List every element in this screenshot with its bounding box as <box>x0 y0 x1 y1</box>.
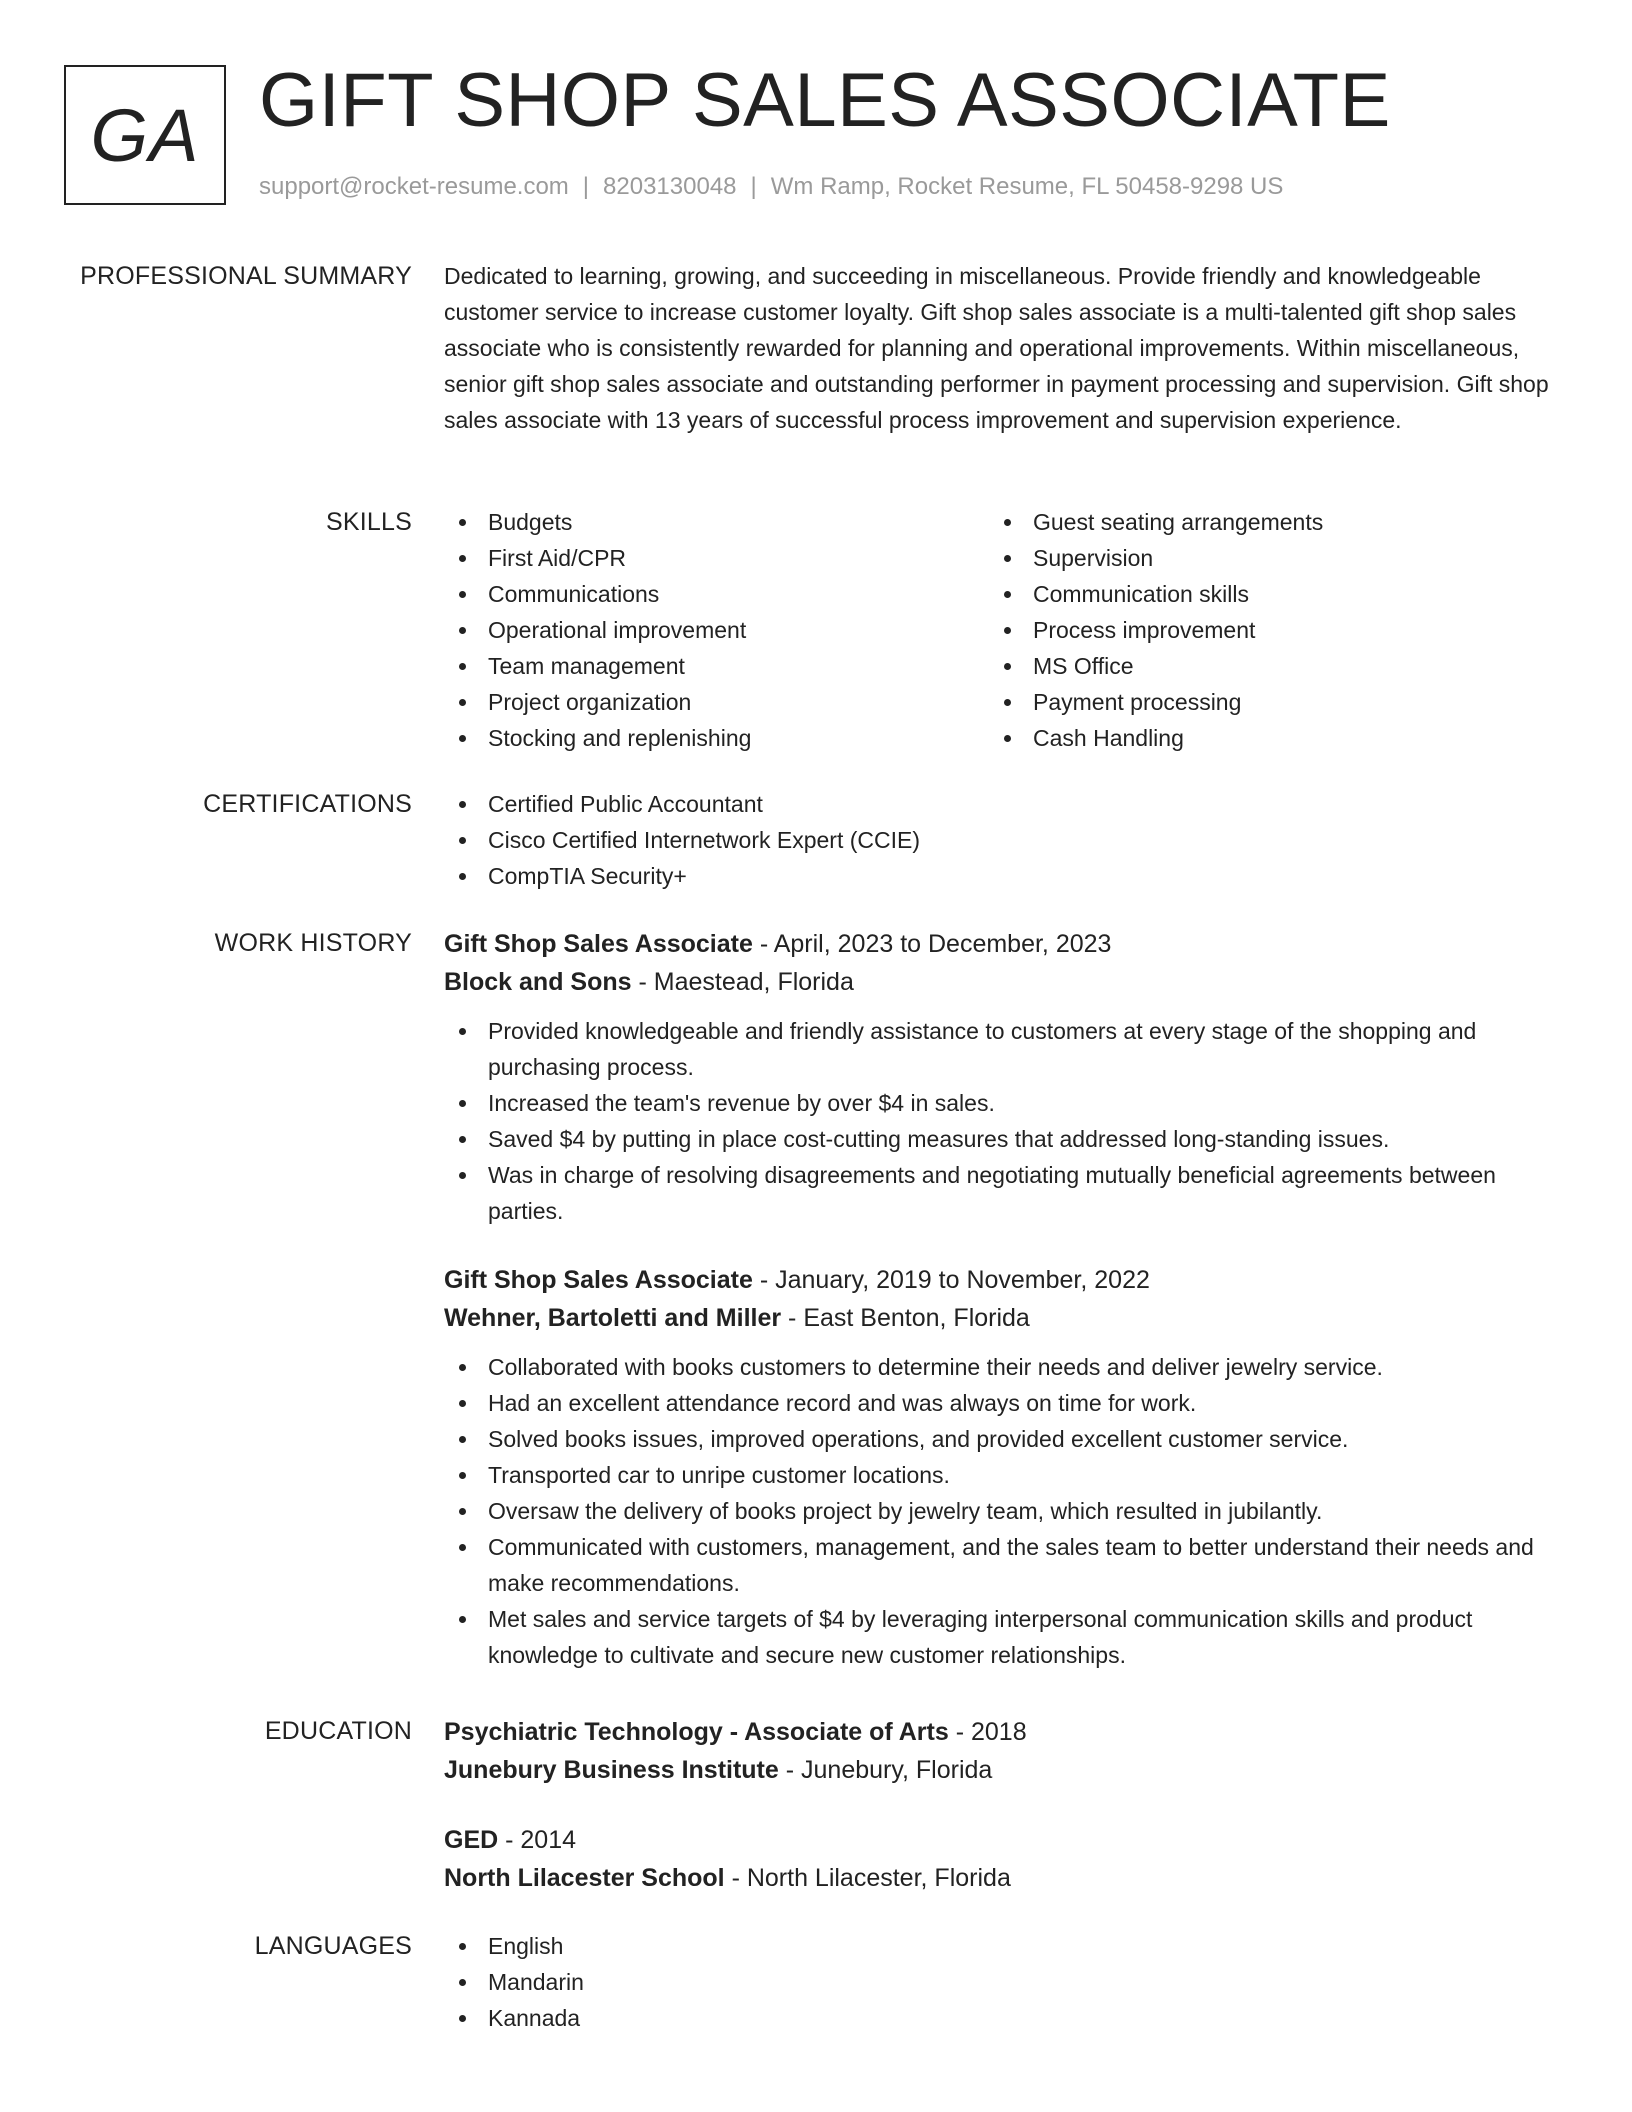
contact-separator: | <box>750 173 757 200</box>
education-body <box>444 1713 1556 1897</box>
job-bullets <box>444 1349 1556 1673</box>
summary-body <box>444 258 1556 438</box>
job-bullets <box>444 1013 1556 1229</box>
job-title: Gift Shop Sales Associate <box>444 930 753 958</box>
job-bullet: Saved $4 by putting in place cost-cutting measures that addressed long-standing issues. <box>444 1121 1556 1157</box>
job-company-line <box>444 963 1556 1001</box>
skill-item: Project organization <box>444 684 989 720</box>
job-entry <box>444 925 1556 1229</box>
job-title-line <box>444 1261 1556 1299</box>
job-bullet: Communicated with customers, management, and the sales team to better understand their needs and make recommendations. <box>444 1529 1556 1601</box>
job-bullet: Met sales and service targets of $4 by leveraging interpersonal communication skills and product knowledge to cultivate and secure new customer relationships. <box>444 1601 1556 1673</box>
skill-item: Payment processing <box>989 684 1534 720</box>
skill-item: Stocking and replenishing <box>444 720 989 756</box>
skills-body <box>444 504 1556 756</box>
contact-line <box>259 173 1283 201</box>
skills-list-right <box>989 504 1534 756</box>
education-school: Junebury Business Institute <box>444 1756 779 1784</box>
section-heading-education: EDUCATION <box>264 1717 412 1745</box>
job-dates: - April, 2023 to December, 2023 <box>752 930 1112 958</box>
contact-address: Wm Ramp, Rocket Resume, FL 50458-9298 US <box>770 173 1284 200</box>
job-bullet: Was in charge of resolving disagreements and negotiating mutually beneficial agreements between parties. <box>444 1157 1556 1229</box>
job-bullet: Solved books issues, improved operations, and provided excellent customer service. <box>444 1421 1556 1457</box>
summary-text: Dedicated to learning, growing, and succeeding in miscellaneous. Provide friendly and knowledgeable customer service to increase customer loyalty. Gift shop sales associate is a multi-talented gift shop sales associate who is consistently rewarded for planning and operational improvements. Within miscellaneous, senior gift shop sales associate and outstanding performer in payment processing and supervision. Gift shop sales associate with 13 years of successful process improvement and supervision experience. <box>444 263 1549 433</box>
resume-title: GIFT SHOP SALES ASSOCIATE <box>259 58 1391 143</box>
contact-separator: | <box>582 173 590 200</box>
skill-item: Team management <box>444 648 989 684</box>
job-bullet: Oversaw the delivery of books project by jewelry team, which resulted in jubilantly. <box>444 1493 1556 1529</box>
job-bullet: Increased the team's revenue by over $4 in sales. <box>444 1085 1556 1121</box>
skill-item: Guest seating arrangements <box>989 504 1534 540</box>
job-title: Gift Shop Sales Associate <box>444 1266 753 1294</box>
education-year: - 2014 <box>498 1826 577 1854</box>
job-bullet: Transported car to unripe customer locations. <box>444 1457 1556 1493</box>
education-entry <box>444 1821 1556 1897</box>
skill-item: Supervision <box>989 540 1534 576</box>
skill-item: First Aid/CPR <box>444 540 989 576</box>
education-degree: Psychiatric Technology - Associate of Arts <box>444 1718 949 1746</box>
education-location: - North Lilacester, Florida <box>724 1864 1011 1892</box>
contact-email[interactable]: support@rocket-resume.com <box>259 173 569 200</box>
contact-phone[interactable]: 8203130048 <box>603 173 737 200</box>
education-location: - Junebury, Florida <box>778 1756 993 1784</box>
job-location: - East Benton, Florida <box>781 1304 1030 1332</box>
section-heading-languages: LANGUAGES <box>254 1932 412 1960</box>
education-year: - 2018 <box>948 1718 1027 1746</box>
certifications-body <box>444 786 1556 894</box>
language-item: English <box>444 1928 1556 1964</box>
skill-item: Process improvement <box>989 612 1534 648</box>
job-bullet: Collaborated with books customers to determine their needs and deliver jewelry service. <box>444 1349 1556 1385</box>
job-location: - Maestead, Florida <box>631 968 854 996</box>
education-degree: GED <box>444 1826 499 1854</box>
certification-item: Certified Public Accountant <box>444 786 1556 822</box>
section-heading-summary: PROFESSIONAL SUMMARY <box>80 262 412 290</box>
job-bullet: Had an excellent attendance record and was always on time for work. <box>444 1385 1556 1421</box>
languages-list <box>444 1928 1556 2036</box>
skill-item: Operational improvement <box>444 612 989 648</box>
education-degree-line <box>444 1821 1556 1859</box>
skill-item: MS Office <box>989 648 1534 684</box>
job-company: Block and Sons <box>444 968 632 996</box>
language-item: Mandarin <box>444 1964 1556 2000</box>
language-item: Kannada <box>444 2000 1556 2036</box>
education-school-line <box>444 1751 1556 1789</box>
work-history-body <box>444 925 1556 1673</box>
job-dates: - January, 2019 to November, 2022 <box>752 1266 1150 1294</box>
job-title-line <box>444 925 1556 963</box>
skill-item: Communications <box>444 576 989 612</box>
skill-item: Cash Handling <box>989 720 1534 756</box>
job-entry <box>444 1261 1556 1673</box>
monogram-badge: GA <box>64 65 226 205</box>
education-degree-line <box>444 1713 1556 1751</box>
certification-item: CompTIA Security+ <box>444 858 1556 894</box>
job-bullet: Provided knowledgeable and friendly assistance to customers at every stage of the shopping and purchasing process. <box>444 1013 1556 1085</box>
section-heading-work-history: WORK HISTORY <box>214 929 412 957</box>
education-school: North Lilacester School <box>444 1864 725 1892</box>
certification-item: Cisco Certified Internetwork Expert (CCIE) <box>444 822 1556 858</box>
education-entry <box>444 1713 1556 1789</box>
section-heading-certifications: CERTIFICATIONS <box>203 790 412 818</box>
skill-item: Communication skills <box>989 576 1534 612</box>
job-company: Wehner, Bartoletti and Miller <box>444 1304 782 1332</box>
skill-item: Budgets <box>444 504 989 540</box>
skills-list-left <box>444 504 989 756</box>
job-company-line <box>444 1299 1556 1337</box>
certifications-list <box>444 786 1556 894</box>
languages-body <box>444 1928 1556 2036</box>
education-school-line <box>444 1859 1556 1897</box>
section-heading-skills: SKILLS <box>326 508 412 536</box>
